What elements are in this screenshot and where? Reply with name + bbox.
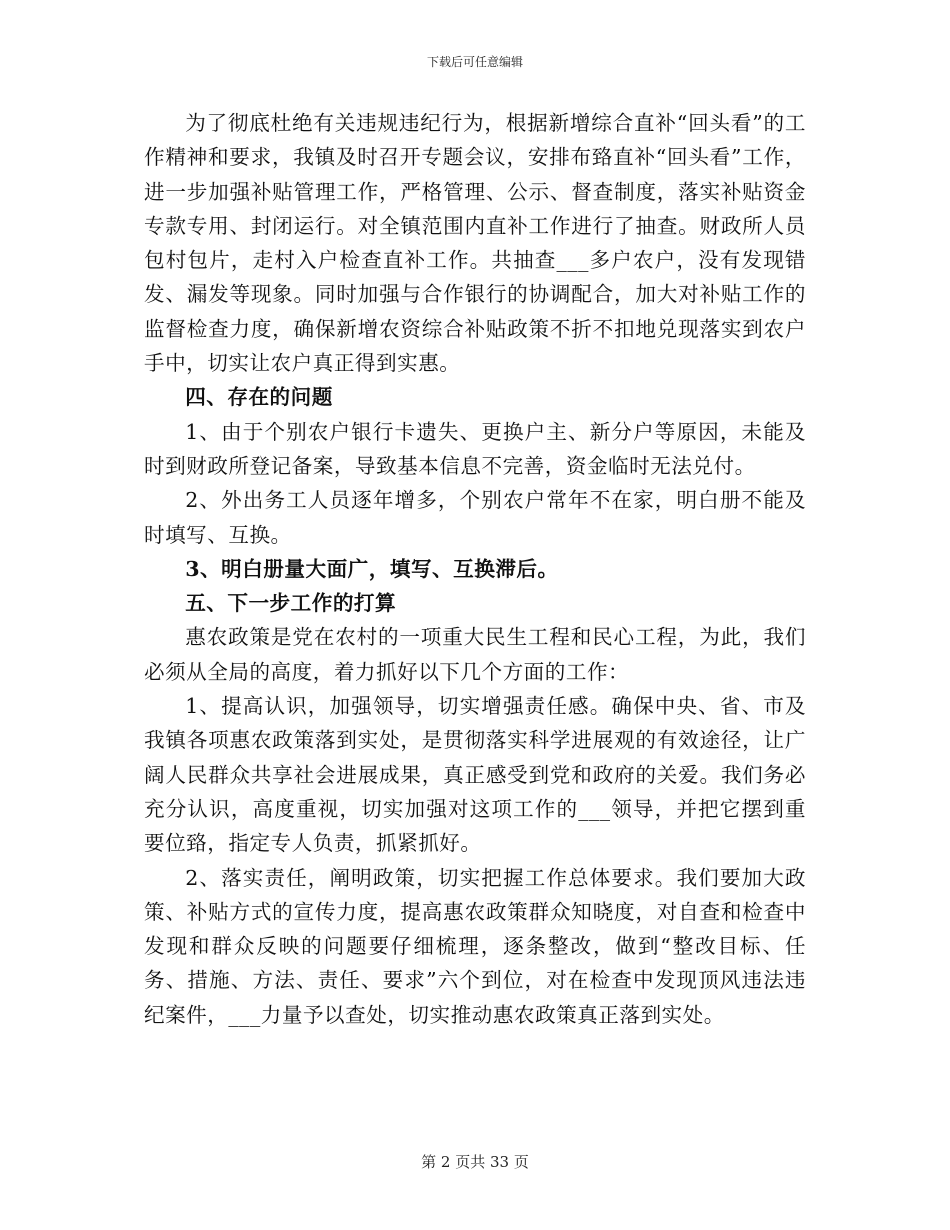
paragraph-step-1: 1、提高认识，加强领导，切实增强责任感。确保中央、省、市及我镇各项惠农政策落到实处，是贯彻落实科学进展观的有效途径，让广阔人民群众共享社会进展成果，真正感受到党和政府的关爱。我们务必充分认识，高度重视，切实加强对这项工作的___领导，并把它摆到重要位臵，指定专人负责，抓紧抓好。	[144, 694, 806, 856]
paragraph-problem-1: 1、由于个别农户银行卡遗失、更换户主、新分户等原因，未能及时到财政所登记备案，导致基本信息不完善，资金临时无法兑付。	[144, 419, 806, 478]
page-header: 下载后可任意编辑	[426, 55, 523, 69]
paragraph-verification: 为了彻底杜绝有关违规违纪行为，根据新增综合直补“回头看”的工作精神和要求，我镇及时召开专题会议，安排布臵直补“回头看”工作，进一步加强补贴管理工作，严格管理、公示、督查制度，落实补贴资金专款专用、封闭运行。对全镇范围内直补工作进行了抽查。财政所人员包村包片，走村入户检查直补工作。共抽查___多户农户，没有发现错发、漏发等现象。同时加强与合作银行的协调配合，加大对补贴工作的监督检查力度，确保新增农资综合补贴政策不折不扣地兑现落实到农户手中，切实让农户真正得到实惠。	[144, 111, 806, 376]
page-footer: 第 2 页共 33 页	[421, 1153, 529, 1171]
paragraph-problem-2: 2、外出务工人员逐年增多，个别农户常年不在家，明白册不能及时填写、互换。	[144, 488, 806, 547]
paragraph-problem-3: 3、明白册量大面广，填写、互换滞后。	[185, 556, 559, 581]
paragraph-step-2: 2、落实责任，阐明政策，切实把握工作总体要求。我们要加大政策、补贴方式的宣传力度，提高惠农政策群众知晓度，对自查和检查中发现和群众反映的问题要仔细梳理，逐条整改，做到“整改目标、任务、措施、方法、责任、要求”六个到位，对在检查中发现顶风违法违纪案件，___力量予以查处，切实推动惠农政策真正落到实处。	[144, 865, 806, 1027]
section-heading-problems: 四、存在的问题	[185, 385, 333, 410]
paragraph-policy-intro: 惠农政策是党在农村的一项重大民生工程和民心工程，为此，我们必须从全局的高度，着力抓好以下几个方面的工作：	[144, 625, 806, 684]
section-heading-next-steps: 五、下一步工作的打算	[185, 591, 397, 616]
document-body	[144, 106, 806, 1032]
